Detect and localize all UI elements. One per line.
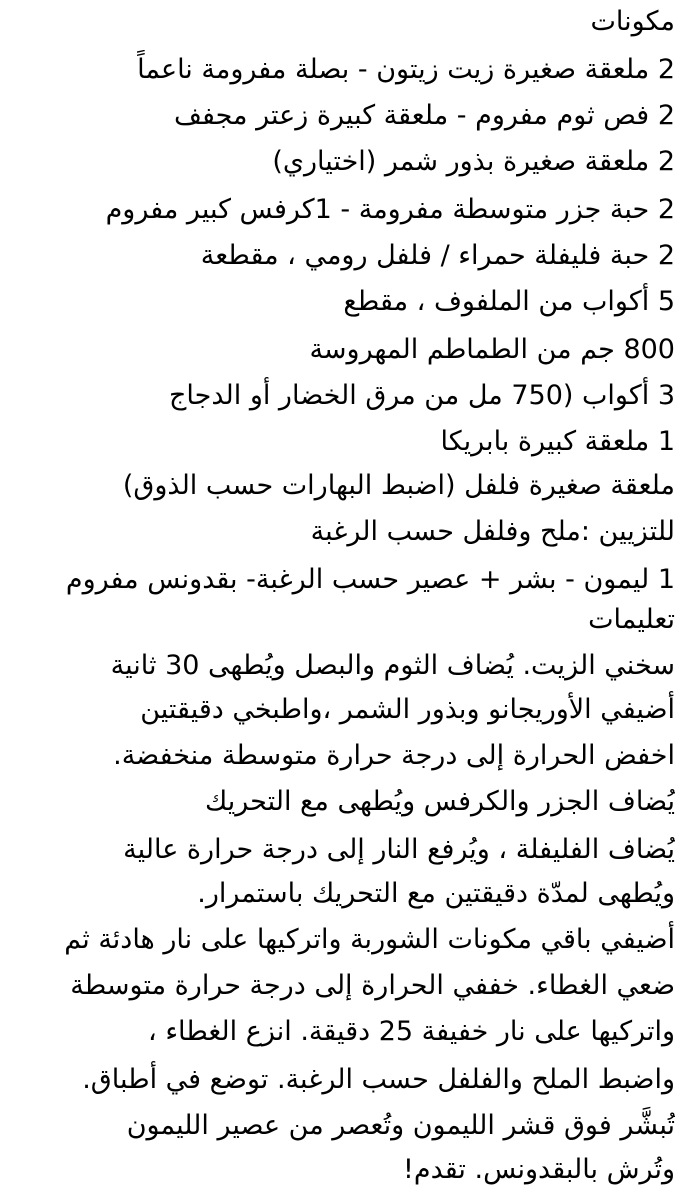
instruction-line: ضعي الغطاء. خففي الحرارة إلى درجة حرارة متوسطة (70, 970, 675, 1001)
instruction-line: واضبط الملح والفلفل حسب الرغبة. توضع في أطباق. (82, 1064, 675, 1095)
instruction-line: واتركيها على نار خفيفة 25 دقيقة. انزع الغطاء ، (148, 1016, 675, 1047)
ingredients-heading: مكونات (590, 6, 675, 37)
instruction-line: وتُرش بالبقدونس. تقدم! (403, 1154, 675, 1185)
instructions-heading: تعليمات (588, 604, 675, 635)
ingredient-line: 2 ملعقة صغيرة بذور شمر (اختياري) (272, 146, 675, 177)
ingredient-line: للتزيين :ملح وفلفل حسب الرغبة (310, 516, 675, 547)
instruction-line: اخفض الحرارة إلى درجة حرارة متوسطة منخفضة. (113, 740, 675, 771)
instruction-line: سخني الزيت. يُضاف الثوم والبصل ويُطهى 30 ثانية (110, 650, 675, 681)
ingredient-line: 2 حبة فليفلة حمراء / فلفل رومي ، مقطعة (200, 240, 675, 271)
instruction-line: أضيفي باقي مكونات الشوربة واتركيها على نار هادئة ثم (64, 924, 675, 955)
ingredient-line: 800 جم من الطماطم المهروسة (309, 334, 675, 365)
ingredient-line: 3 أكواب (750 مل من مرق الخضار أو الدجاج (168, 380, 675, 411)
instruction-line: تُبشَّر فوق قشر الليمون وتُعصر من عصير الليمون (126, 1110, 675, 1141)
instruction-line: أضيفي الأوريجانو وبذور الشمر ،واطبخي دقيقتين (140, 694, 675, 725)
ingredient-line: ملعقة صغيرة فلفل (اضبط البهارات حسب الذوق) (122, 470, 675, 501)
ingredient-line: 5 أكواب من الملفوف ، مقطع (343, 286, 675, 317)
instruction-line: يُضاف الجزر والكرفس ويُطهى مع التحريك (204, 786, 675, 817)
ingredient-line: 2 حبة جزر متوسطة مفرومة - 1كرفس كبير مفروم (105, 194, 675, 225)
ingredient-line: 2 ملعقة صغيرة زيت زيتون - بصلة مفرومة ناعماً (137, 54, 675, 85)
ingredient-line: 1 ملعقة كبيرة بابريكا (440, 426, 675, 457)
ingredient-line: 1 ليمون - بشر + عصير حسب الرغبة- بقدونس مفروم (65, 564, 675, 595)
instruction-line: ويُطهى لمدّة دقيقتين مع التحريك باستمرار. (197, 878, 675, 909)
instruction-line: يُضاف الفليفلة ، ويُرفع النار إلى درجة حرارة عالية (123, 834, 675, 865)
ingredient-line: 2 فص ثوم مفروم - ملعقة كبيرة زعتر مجفف (174, 100, 675, 131)
